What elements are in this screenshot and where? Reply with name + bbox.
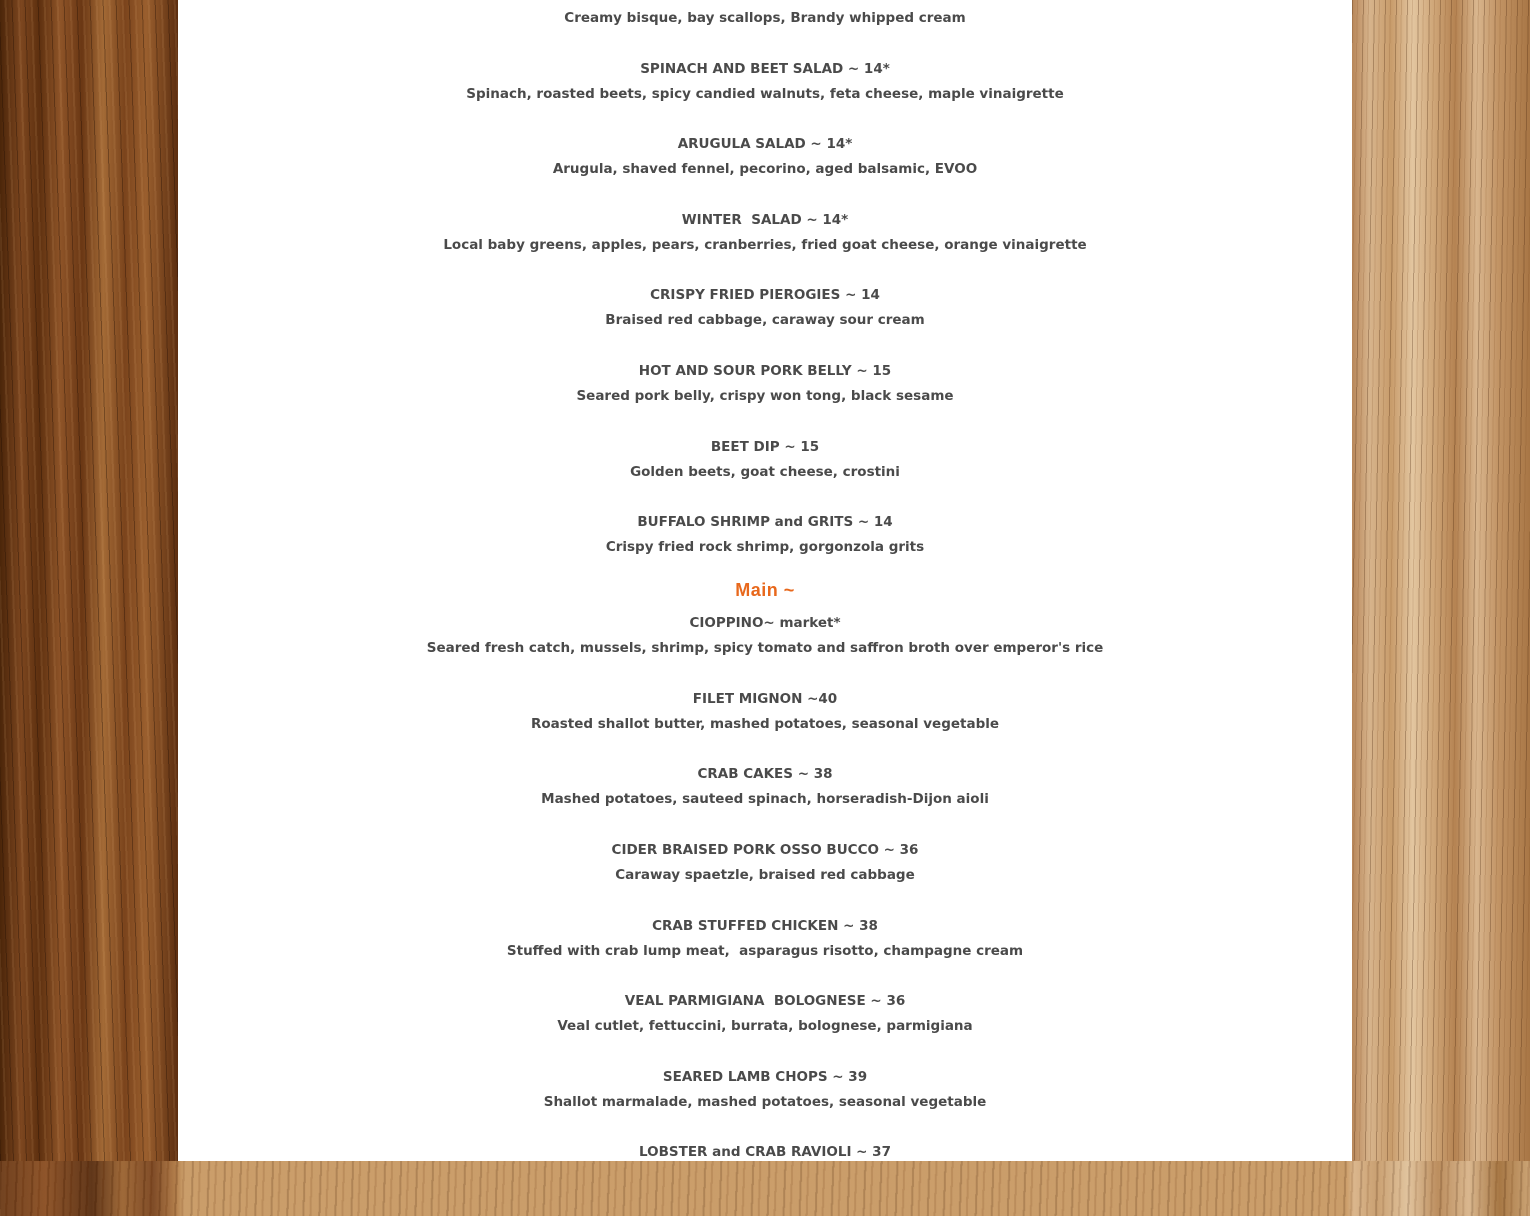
- wood-background-right: [1352, 0, 1530, 1161]
- menu-item-description: Stuffed with crab lump meat, asparagus risotto, champagne cream: [506, 942, 1024, 959]
- menu-item-name: FILET MIGNON ~40: [692, 690, 838, 707]
- menu-item: [178, 435, 1352, 511]
- menu-item-description: Mashed potatoes, sauteed spinach, horseradish-Dijon aioli: [541, 791, 989, 808]
- main-list: [178, 611, 1352, 1216]
- wood-background-left: [0, 0, 178, 1161]
- menu-item-name: WINTER SALAD ~ 14*: [681, 211, 849, 228]
- menu-item-name: SEARED LAMB CHOPS ~ 39: [662, 1068, 868, 1085]
- menu-content: [178, 0, 1352, 1216]
- menu-item: [178, 283, 1352, 359]
- menu-item-description: Braised red cabbage, caraway sour cream: [605, 312, 925, 329]
- menu-item-description: [178, 1165, 1352, 1190]
- menu-item-name: ARUGULA SALAD ~ 14*: [677, 136, 853, 153]
- menu-item-name: CRAB STUFFED CHICKEN ~ 38: [652, 917, 878, 934]
- menu-item-name: CRAB CAKES ~ 38: [697, 766, 833, 783]
- menu-item-description: Roasted shallot butter, mashed potatoes, seasonal vegetable: [530, 715, 1000, 732]
- menu-item-name: CIOPPINO~ market*: [689, 615, 841, 632]
- menu-item-name: LOBSTER and CRAB RAVIOLI ~ 37: [639, 1144, 891, 1161]
- menu-item-name: HOT AND SOUR PORK BELLY ~ 15: [638, 362, 892, 379]
- menu-item-name: CIDER BRAISED PORK OSSO BUCCO ~ 36: [611, 841, 919, 858]
- menu-page: [178, 0, 1352, 1161]
- menu-item: [178, 57, 1352, 133]
- menu-item: [178, 0, 1352, 57]
- menu-item: [178, 1065, 1352, 1141]
- menu-item-description: Veal cutlet, fettuccini, burrata, bolognese, parmigiana: [557, 1018, 973, 1035]
- menu-item: [178, 1140, 1352, 1216]
- menu-item-description: Seared pork belly, crispy won tong, black sesame: [576, 387, 954, 404]
- starters-list: [178, 0, 1352, 560]
- menu-item-description: Spinach, roasted beets, spicy candied walnuts, feta cheese, maple vinaigrette: [466, 85, 1064, 102]
- menu-item: [178, 359, 1352, 435]
- menu-item: [178, 132, 1352, 208]
- menu-item-description: Caraway spaetzle, braised red cabbage: [615, 866, 915, 883]
- menu-item-name: CRISPY FRIED PIEROGIES ~ 14: [650, 287, 880, 304]
- menu-item-description: Shallot marmalade, mashed potatoes, seasonal vegetable: [543, 1093, 987, 1110]
- menu-item-description: Golden beets, goat cheese, crostini: [630, 463, 900, 480]
- menu-item: [178, 914, 1352, 990]
- menu-item: [178, 208, 1352, 284]
- menu-item-description: Local baby greens, apples, pears, cranberries, fried goat cheese, orange vinaigrette: [443, 236, 1087, 253]
- menu-item-name: VEAL PARMIGIANA BOLOGNESE ~ 36: [624, 993, 906, 1010]
- menu-item-name: BUFFALO SHRIMP and GRITS ~ 14: [637, 514, 893, 531]
- menu-item: [178, 989, 1352, 1065]
- menu-item-description: Creamy bisque, bay scallops, Brandy whipped cream: [564, 10, 966, 26]
- section-heading-main: Main ~: [735, 580, 795, 601]
- menu-item-name: SPINACH AND BEET SALAD ~ 14*: [640, 60, 890, 77]
- menu-item: [178, 611, 1352, 687]
- menu-item-description: Arugula, shaved fennel, pecorino, aged balsamic, EVOO: [552, 161, 978, 178]
- menu-item: [178, 762, 1352, 838]
- menu-item: [178, 838, 1352, 914]
- menu-item-name: BEET DIP ~ 15: [710, 438, 820, 455]
- menu-item: [178, 510, 1352, 560]
- menu-item-description: Seared fresh catch, mussels, shrimp, spicy tomato and saffron broth over emperor's rice: [426, 640, 1104, 657]
- menu-item-description: Crispy fried rock shrimp, gorgonzola grits: [605, 539, 925, 556]
- menu-item: [178, 687, 1352, 763]
